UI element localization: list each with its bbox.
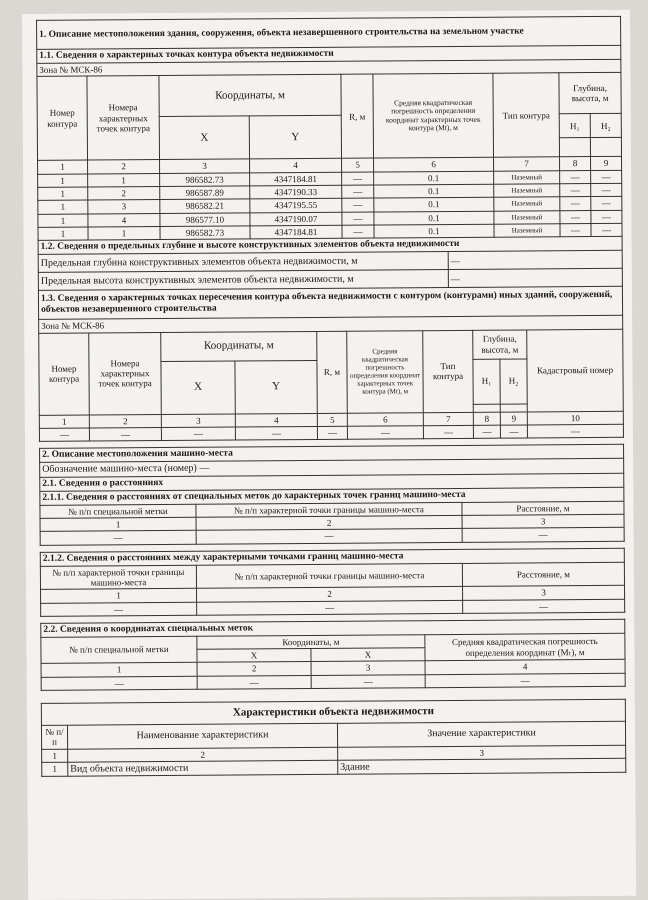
hdr-coords: Координаты, м (161, 331, 317, 361)
cell: — (342, 198, 374, 212)
col-num: 8 (473, 412, 500, 426)
cell: Здание (338, 758, 626, 775)
cell: 0.1 (374, 211, 494, 225)
col-num: 3 (463, 585, 625, 599)
cell: — (39, 428, 89, 442)
cell: — (591, 223, 622, 237)
cell: — (591, 197, 622, 211)
characteristics-title: Характеристики объекта недвижимости (41, 699, 625, 725)
hdr-x: X (159, 116, 249, 160)
section211-title: 2.1.1. Сведения о расстояниях от специальных меток до характерных точек границ машино-места (40, 487, 624, 505)
cell: — (342, 212, 374, 226)
hdr-h1: H₁ (473, 359, 500, 404)
cell: 986582.73 (160, 173, 250, 187)
cell: 3 (88, 200, 160, 214)
cell: — (425, 673, 625, 688)
cell: 986582.73 (160, 226, 250, 240)
section12-table (38, 237, 623, 291)
cell: 4347190.07 (250, 212, 342, 226)
cell: — (591, 170, 622, 184)
cell: — (591, 210, 622, 224)
hdr-h2: H₂ (590, 114, 621, 138)
col-num: 10 (527, 411, 623, 425)
cell: 4347184.81 (250, 172, 342, 186)
hdr-char-value: Значение характеристики (337, 721, 625, 747)
hdr-y: Y (235, 360, 317, 414)
hdr-mark-no: № п/п специальной метки (40, 504, 196, 518)
cell: 0.1 (374, 184, 494, 198)
col-num: 7 (423, 412, 473, 426)
hdr-h1: H₁ (559, 114, 590, 138)
cell: — (342, 185, 374, 199)
cell: — (560, 210, 591, 224)
cell: — (462, 528, 624, 542)
section21-title: 2.1. Сведения о расстояниях (40, 473, 624, 491)
cell: — (235, 426, 317, 440)
hdr-mark-no: № п/п специальной метки (41, 636, 197, 664)
cell: — (89, 427, 161, 441)
cell: — (40, 531, 196, 545)
cell: — (463, 599, 625, 613)
col-num: 5 (317, 413, 347, 427)
hdr-contour-no: Номер контура (39, 333, 90, 415)
hdr-point-no-b: № п/п характерной точки границы машино-места (196, 563, 462, 589)
cell: — (197, 600, 463, 615)
document-page (22, 10, 636, 900)
section22-table (40, 619, 625, 691)
cell: 1 (88, 227, 160, 241)
cell: 1 (38, 214, 88, 228)
hdr-point-no: Номера характерных точек контура (87, 76, 160, 161)
col-num: 2 (88, 160, 160, 174)
limit-height-label: Предельная высота конструктивных элементов объекта недвижимости, м (38, 270, 448, 291)
col-num: 1 (41, 588, 197, 602)
cell: — (41, 676, 197, 690)
cell: Наземный (494, 210, 560, 224)
cell: 986577.10 (160, 213, 250, 227)
col-num: 2 (89, 414, 161, 428)
col-num: 3 (311, 661, 425, 675)
cell: — (342, 172, 374, 186)
cell: — (41, 602, 197, 616)
section13-table (38, 287, 624, 442)
hdr-contour-no: Номер контура (37, 76, 88, 160)
cell: — (196, 529, 462, 544)
cell: — (500, 425, 527, 439)
col-num: 8 (560, 157, 591, 171)
cell: — (311, 675, 425, 689)
section212-title: 2.1.2. Сведения о расстояниях между характерными точками границ машино-места (40, 548, 624, 566)
zone-label: Зона № МСК-86 (37, 59, 621, 76)
hdr-coords: Координаты, м (159, 75, 341, 117)
col-num: 1 (42, 749, 68, 763)
cell: 4347190.33 (250, 185, 342, 199)
cell: — (527, 424, 623, 438)
limit-depth-label: Предельная глубина конструктивных элементов объекта недвижимости, м (38, 252, 448, 273)
cell: Наземный (494, 170, 560, 184)
hdr-point-no: № п/п характерной точки границы машино-места (196, 502, 462, 517)
hdr-x: X (161, 361, 235, 415)
col-num: 6 (374, 157, 494, 171)
cell: 1 (42, 762, 68, 777)
table-row (42, 758, 626, 777)
section2-title: 2. Описание местоположения машино-места (40, 445, 624, 463)
cell: — (560, 197, 591, 211)
parking-designation: Обозначение машино-места (номер) — (40, 459, 624, 478)
hdr-depth: Глубина, высота, м (559, 73, 621, 114)
hdr-r: R, м (341, 74, 374, 158)
col-num: 4 (250, 159, 342, 173)
hdr-x1: X (197, 649, 311, 663)
col-num: 5 (342, 158, 374, 172)
cell: — (347, 426, 423, 440)
col-num: 1 (41, 663, 197, 677)
cell: 0.1 (374, 224, 494, 238)
document-sheet (36, 16, 625, 777)
cell: — (161, 427, 235, 441)
hdr-x2: X (311, 648, 425, 662)
cell: — (423, 425, 473, 439)
col-num: 3 (161, 414, 235, 428)
cell: — (560, 170, 591, 184)
hdr-distance: Расстояние, м (462, 501, 624, 515)
cell: 1 (38, 227, 88, 241)
cell: — (342, 225, 374, 239)
col-num: 4 (425, 660, 625, 675)
hdr-y: Y (249, 116, 341, 160)
col-num: 2 (197, 587, 463, 602)
col-num: 7 (494, 157, 560, 171)
cell: — (560, 224, 591, 238)
cell: — (473, 425, 500, 439)
limit-depth-value: — (448, 251, 622, 270)
hdr-row-no: № п/п (41, 725, 67, 749)
hdr-type: Тип контура (423, 330, 474, 412)
cell: 986587.89 (160, 186, 250, 200)
hdr-error: Средняя квадратическая погрешность определения координат характерных точек контура (Mt), м (347, 330, 424, 413)
cell: Вид объекта недвижимости (68, 760, 338, 776)
section22-title: 2.2. Сведения о координатах специальных меток (41, 619, 625, 637)
cell: 0.1 (374, 171, 494, 185)
hdr-error: Средняя квадратическая погрешность определения координат характерных точек контура (Mt), м (373, 73, 494, 158)
cell: 2 (88, 186, 160, 200)
hdr-h2: H₂ (500, 359, 527, 404)
col-num: 2 (196, 515, 462, 530)
cell: 4347184.81 (250, 225, 342, 239)
section13-title: 1.3. Сведения о характерных точках пересечения контура объекта недвижимости с контуром (контурами) иных зданий, сооружений, объектов незавершенного строительства (38, 287, 622, 320)
cell: 0.1 (374, 198, 494, 212)
cell: 4347195.55 (250, 199, 342, 213)
hdr-type: Тип контура (493, 73, 560, 157)
cell: Наземный (494, 197, 560, 211)
col-num: 1 (40, 517, 196, 531)
cell: 1 (38, 200, 88, 214)
col-num: 6 (347, 412, 423, 426)
hdr-distance: Расстояние, м (462, 562, 624, 587)
section1-table (36, 16, 623, 241)
col-num: 3 (462, 514, 624, 528)
hdr-char-name: Наименование характеристики (67, 723, 337, 749)
col-num: 9 (500, 412, 527, 426)
section1-title: 1. Описание местоположения здания, сооружения, объекта незавершенного строительства на земельном участке (37, 16, 621, 49)
hdr-error: Средняя квадратическая погрешность определения координат (Mₜ), м (425, 633, 625, 661)
hdr-coords: Координаты, м (197, 634, 425, 649)
cell: 4 (88, 213, 160, 227)
col-num: 3 (338, 745, 626, 760)
cell: 1 (88, 173, 160, 187)
limit-height-value: — (448, 269, 622, 288)
cell: 1 (38, 187, 88, 201)
hdr-r: R, м (317, 331, 348, 413)
cell: 1 (38, 174, 88, 188)
characteristics-table (41, 699, 627, 777)
cell: Наземный (494, 184, 560, 198)
section2-table (39, 444, 625, 545)
col-num: 4 (235, 413, 317, 427)
hdr-depth: Глубина, высота, м (473, 330, 527, 359)
col-num: 2 (68, 747, 338, 762)
zone-label-2: Зона № МСК-86 (39, 316, 623, 333)
col-num: 2 (197, 662, 311, 676)
col-num: 9 (591, 157, 622, 171)
col-num: 1 (38, 160, 88, 174)
col-num: 1 (39, 415, 89, 429)
cell: — (317, 426, 347, 440)
hdr-cadastral: Кадастровый номер (527, 329, 624, 412)
col-num: 3 (160, 159, 250, 173)
cell: — (591, 183, 622, 197)
cell: 986582.21 (160, 199, 250, 213)
section212-table (40, 547, 625, 616)
section12-title: 1.2. Сведения о предельных глубине и высоте конструктивных элементов объекта недвижимости (38, 237, 622, 254)
hdr-point-no-a: № п/п характерной точки границы машино-места (40, 565, 196, 590)
cell: Наземный (494, 224, 560, 238)
cell: — (560, 183, 591, 197)
section11-title: 1.1. Сведения о характерных точках контура объекта недвижимости (37, 45, 621, 63)
hdr-point-no: Номера характерных точек контура (89, 332, 162, 415)
cell: — (197, 675, 311, 689)
